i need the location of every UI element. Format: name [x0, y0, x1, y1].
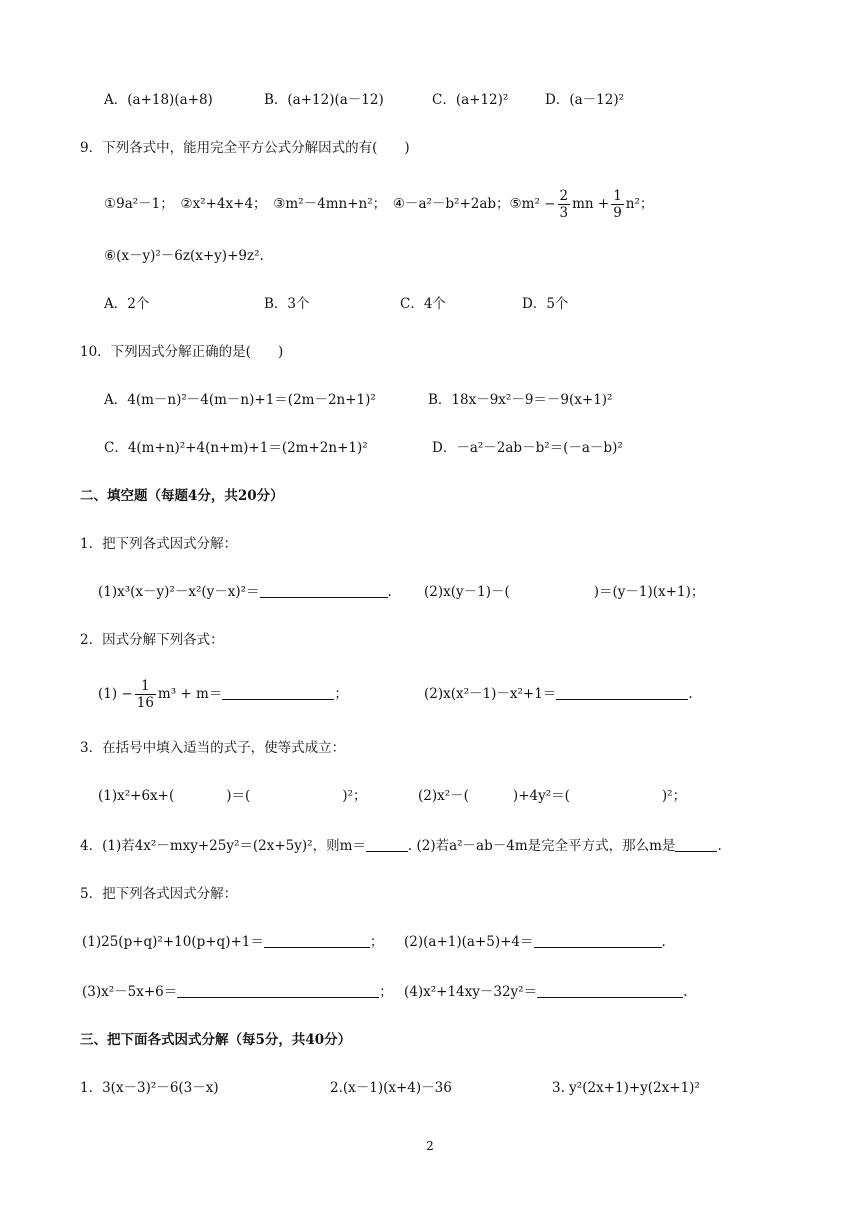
s2-q2-part1-mid: m³ + m＝ [157, 686, 223, 702]
answer-blank[interactable] [366, 837, 408, 852]
q10-stem: 10．下列因式分解正确的是( ) [80, 344, 284, 360]
s2-q1-part1 [98, 582, 392, 602]
q9-item6: ⑥(x－y)²－6z(x+y)+9z². [104, 248, 264, 264]
s2-q2-part2 [424, 684, 693, 704]
s2-q4-part2: . (2)若a²－ab－4m是完全平方式，那么m是 [407, 838, 676, 854]
fraction-denominator: 9 [613, 205, 622, 221]
s2-q1-part2-end: )＝(y－1)(x+1)； [593, 584, 705, 600]
q8-option-a: A．(a+18)(a+8) [104, 92, 213, 108]
s2-q5-part4 [404, 982, 687, 1002]
s2-q2-fraction-one-sixteenth [135, 678, 156, 711]
fraction-denominator: 3 [559, 205, 569, 221]
q9-option-a: A．2个 [104, 296, 150, 312]
s2-q1-part2-start: (2)x(y－1)－( [424, 584, 510, 600]
s2-q2-part1-start: (1) − [98, 686, 133, 702]
q8-option-b: B．(a+12)(a－12) [264, 92, 384, 108]
s2-q5-part2-text: (2)(a+1)(a+5)+4＝ [404, 934, 534, 950]
s2-q2-part2-end: . [688, 686, 693, 702]
s2-q5-part4-text: (4)x²+14xy－32y²＝ [404, 984, 538, 1000]
fraction-numerator: 1 [135, 678, 156, 695]
s2-q5-part4-end: . [683, 984, 688, 1000]
s2-q3-part2 [418, 786, 686, 806]
s2-q2-stem: 2．因式分解下列各式： [80, 632, 224, 648]
q10-option-d: D．－a²－2ab－b²＝(－a－b)² [432, 440, 623, 456]
s2-q5-part1 [82, 932, 383, 952]
section-3-title: 三、把下面各式因式分解（每5分，共40分） [80, 1032, 352, 1048]
q9-item5-part-b: mn + [572, 196, 610, 212]
q9-stem: 9．下列各式中，能用完全平方公式分解因式的有( ) [80, 140, 410, 156]
s2-q2-part2-text: (2)x(x²－1)－x²+1＝ [424, 686, 557, 702]
s2-q1-part1-text: (1)x³(x－y)²－x²(y－x)²＝ [98, 584, 260, 600]
q9-items-1-4: ①9a²－1； ②x²+4x+4； ③m²－4mn+n²； ④－a²－b²+2ab；⑤ [104, 196, 522, 212]
page-number: 2 [426, 1139, 434, 1153]
s2-q3-part1-c: )²； [342, 788, 367, 804]
fraction-denominator: 16 [136, 695, 154, 711]
q8-option-d: D．(a－12)² [545, 92, 624, 108]
s3-problem-2: 2.(x－1)(x+4)－36 [330, 1080, 452, 1096]
answer-blank[interactable] [556, 685, 688, 700]
s2-q5-part1-end: ； [369, 934, 384, 950]
s2-q5-part1-text: (1)25(p+q)²+10(p+q)+1＝ [82, 934, 264, 950]
answer-blank[interactable] [260, 583, 388, 598]
s2-q3-part2-a: (2)x²－( [418, 788, 469, 804]
q9-option-c: C．4个 [400, 296, 446, 312]
answer-blank[interactable] [177, 983, 379, 998]
s2-q4-part3: . [717, 838, 722, 854]
s2-q1-part2 [424, 582, 704, 602]
s2-q5-part2 [404, 932, 666, 952]
s2-q3-part2-b: )+4y²＝( [512, 788, 570, 804]
answer-blank[interactable] [222, 685, 334, 700]
s2-q5-part3-end: ； [379, 984, 393, 1000]
s2-q5-part3-text: (3)x²－5x+6＝ [82, 984, 178, 1000]
s2-q3-part1-b: )＝( [226, 788, 251, 804]
s2-q2-part1 [98, 674, 348, 714]
s2-q1-part1-end: . [387, 584, 392, 600]
s3-problem-3: 3. y²(2x+1)+y(2x+1)² [552, 1080, 700, 1096]
answer-blank[interactable] [537, 983, 683, 998]
s2-q3-part1-a: (1)x²+6x+( [98, 788, 175, 804]
q10-option-a: A．4(m－n)²－4(m－n)+1＝(2m－2n+1)² [104, 392, 376, 408]
s2-q5-part3 [82, 982, 393, 1002]
q9-option-b: B．3个 [264, 296, 310, 312]
q9-item5-part-c: n²； [625, 196, 654, 212]
answer-blank[interactable] [264, 933, 370, 948]
s3-problem-1: 1．3(x－3)²－6(3－x) [80, 1080, 219, 1096]
q9-fraction-one-ninth [611, 188, 624, 221]
q8-option-c: C．(a+12)² [432, 92, 509, 108]
q9-items-line [104, 182, 653, 226]
s2-q3-part2-c: )²； [661, 788, 687, 804]
s2-q3-stem: 3．在括号中填入适当的式子，使等式成立： [80, 740, 346, 756]
s2-q5-part2-end: . [661, 934, 666, 950]
answer-blank[interactable] [534, 933, 662, 948]
s2-q3-part1 [98, 786, 366, 806]
q10-option-b: B．18x－9x²－9＝－9(x+1)² [428, 392, 613, 408]
q9-fraction-two-thirds [558, 188, 571, 221]
s2-q1-stem: 1．把下列各式因式分解： [80, 536, 238, 552]
s2-q4-part1: 4．(1)若4x²－mxy+25y²＝(2x+5y)²，则m＝ [80, 838, 366, 854]
fraction-numerator: 1 [613, 188, 622, 204]
s2-q4 [80, 836, 722, 856]
q9-option-d: D．5个 [522, 296, 569, 312]
section-2-title: 二、填空题（每题4分，共20分） [80, 488, 284, 504]
answer-blank[interactable] [675, 837, 717, 852]
fraction-numerator: 2 [559, 188, 569, 204]
q10-option-c: C．4(m+n)²+4(n+m)+1＝(2m+2n+1)² [104, 440, 368, 456]
s2-q5-stem: 5．把下列各式因式分解： [80, 886, 238, 902]
q9-item5-part-a: m² − [521, 196, 556, 212]
s2-q2-part1-end: ； [334, 686, 348, 702]
